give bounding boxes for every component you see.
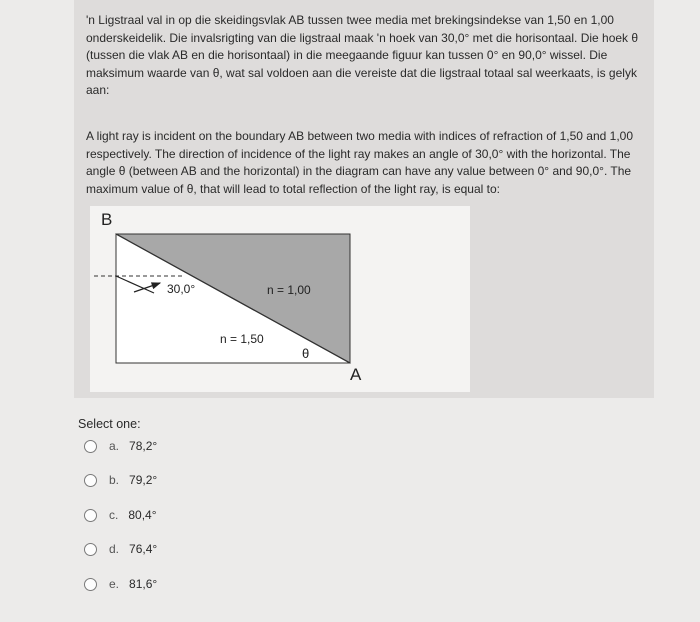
option-value: 76,4° [129, 542, 158, 556]
option-value: 79,2° [129, 473, 158, 487]
option-value: 80,4° [128, 508, 157, 522]
lower-index-label: n = 1,50 [220, 332, 264, 346]
label-A: A [350, 365, 362, 384]
question-box [74, 0, 654, 398]
option-value: 81,6° [129, 577, 158, 591]
radio-c[interactable] [84, 509, 97, 522]
option-letter: b. [109, 473, 120, 487]
theta-label: θ [302, 346, 310, 361]
angle-label: 30,0° [167, 282, 196, 296]
radio-b[interactable] [84, 474, 97, 487]
upper-index-label: n = 1,00 [267, 283, 311, 297]
select-one-label: Select one: [78, 417, 141, 431]
option-letter: a. [109, 439, 120, 453]
radio-e[interactable] [84, 578, 97, 591]
option-a[interactable] [84, 439, 157, 453]
refraction-diagram [90, 206, 470, 392]
question-text-afrikaans: 'n Ligstraal val in op die skeidingsvlak AB tussen twee media met brekingsindekse van 1,50 en 1,00 onderskeidelik. Die invalsrigting van die ligstraal maak 'n hoek van 30,0° met die horisontaal. Die hoek θ (tussen die vlak AB en die horisontaal) in die meegaande figuur kan tussen 0° en 90,0° wissel. Die maksimum waarde van θ, wat sal voldoen aan die vereiste dat die ligstraal totaal sal weerkaats, is gelyk aan: [86, 13, 639, 97]
option-letter: d. [109, 542, 120, 556]
option-e[interactable] [84, 577, 157, 591]
radio-d[interactable] [84, 543, 97, 556]
option-letter: c. [109, 508, 119, 522]
radio-a[interactable] [84, 440, 97, 453]
option-letter: e. [109, 577, 120, 591]
option-c[interactable] [84, 508, 157, 522]
label-B: B [101, 210, 113, 229]
option-value: 78,2° [129, 439, 158, 453]
option-b[interactable] [84, 473, 157, 487]
question-text-english: A light ray is incident on the boundary AB between two media with indices of refraction of 1,50 and 1,00 respectively. The direction of incidence of the light ray makes an angle of 30,0° with the horizontal. The angle θ (between AB and the horizontal) in the diagram can have any value between 0° and 90,0°. The maximum value of θ, that will lead to total reflection of the light ray, is equal to: [86, 129, 634, 196]
option-d[interactable] [84, 542, 157, 556]
